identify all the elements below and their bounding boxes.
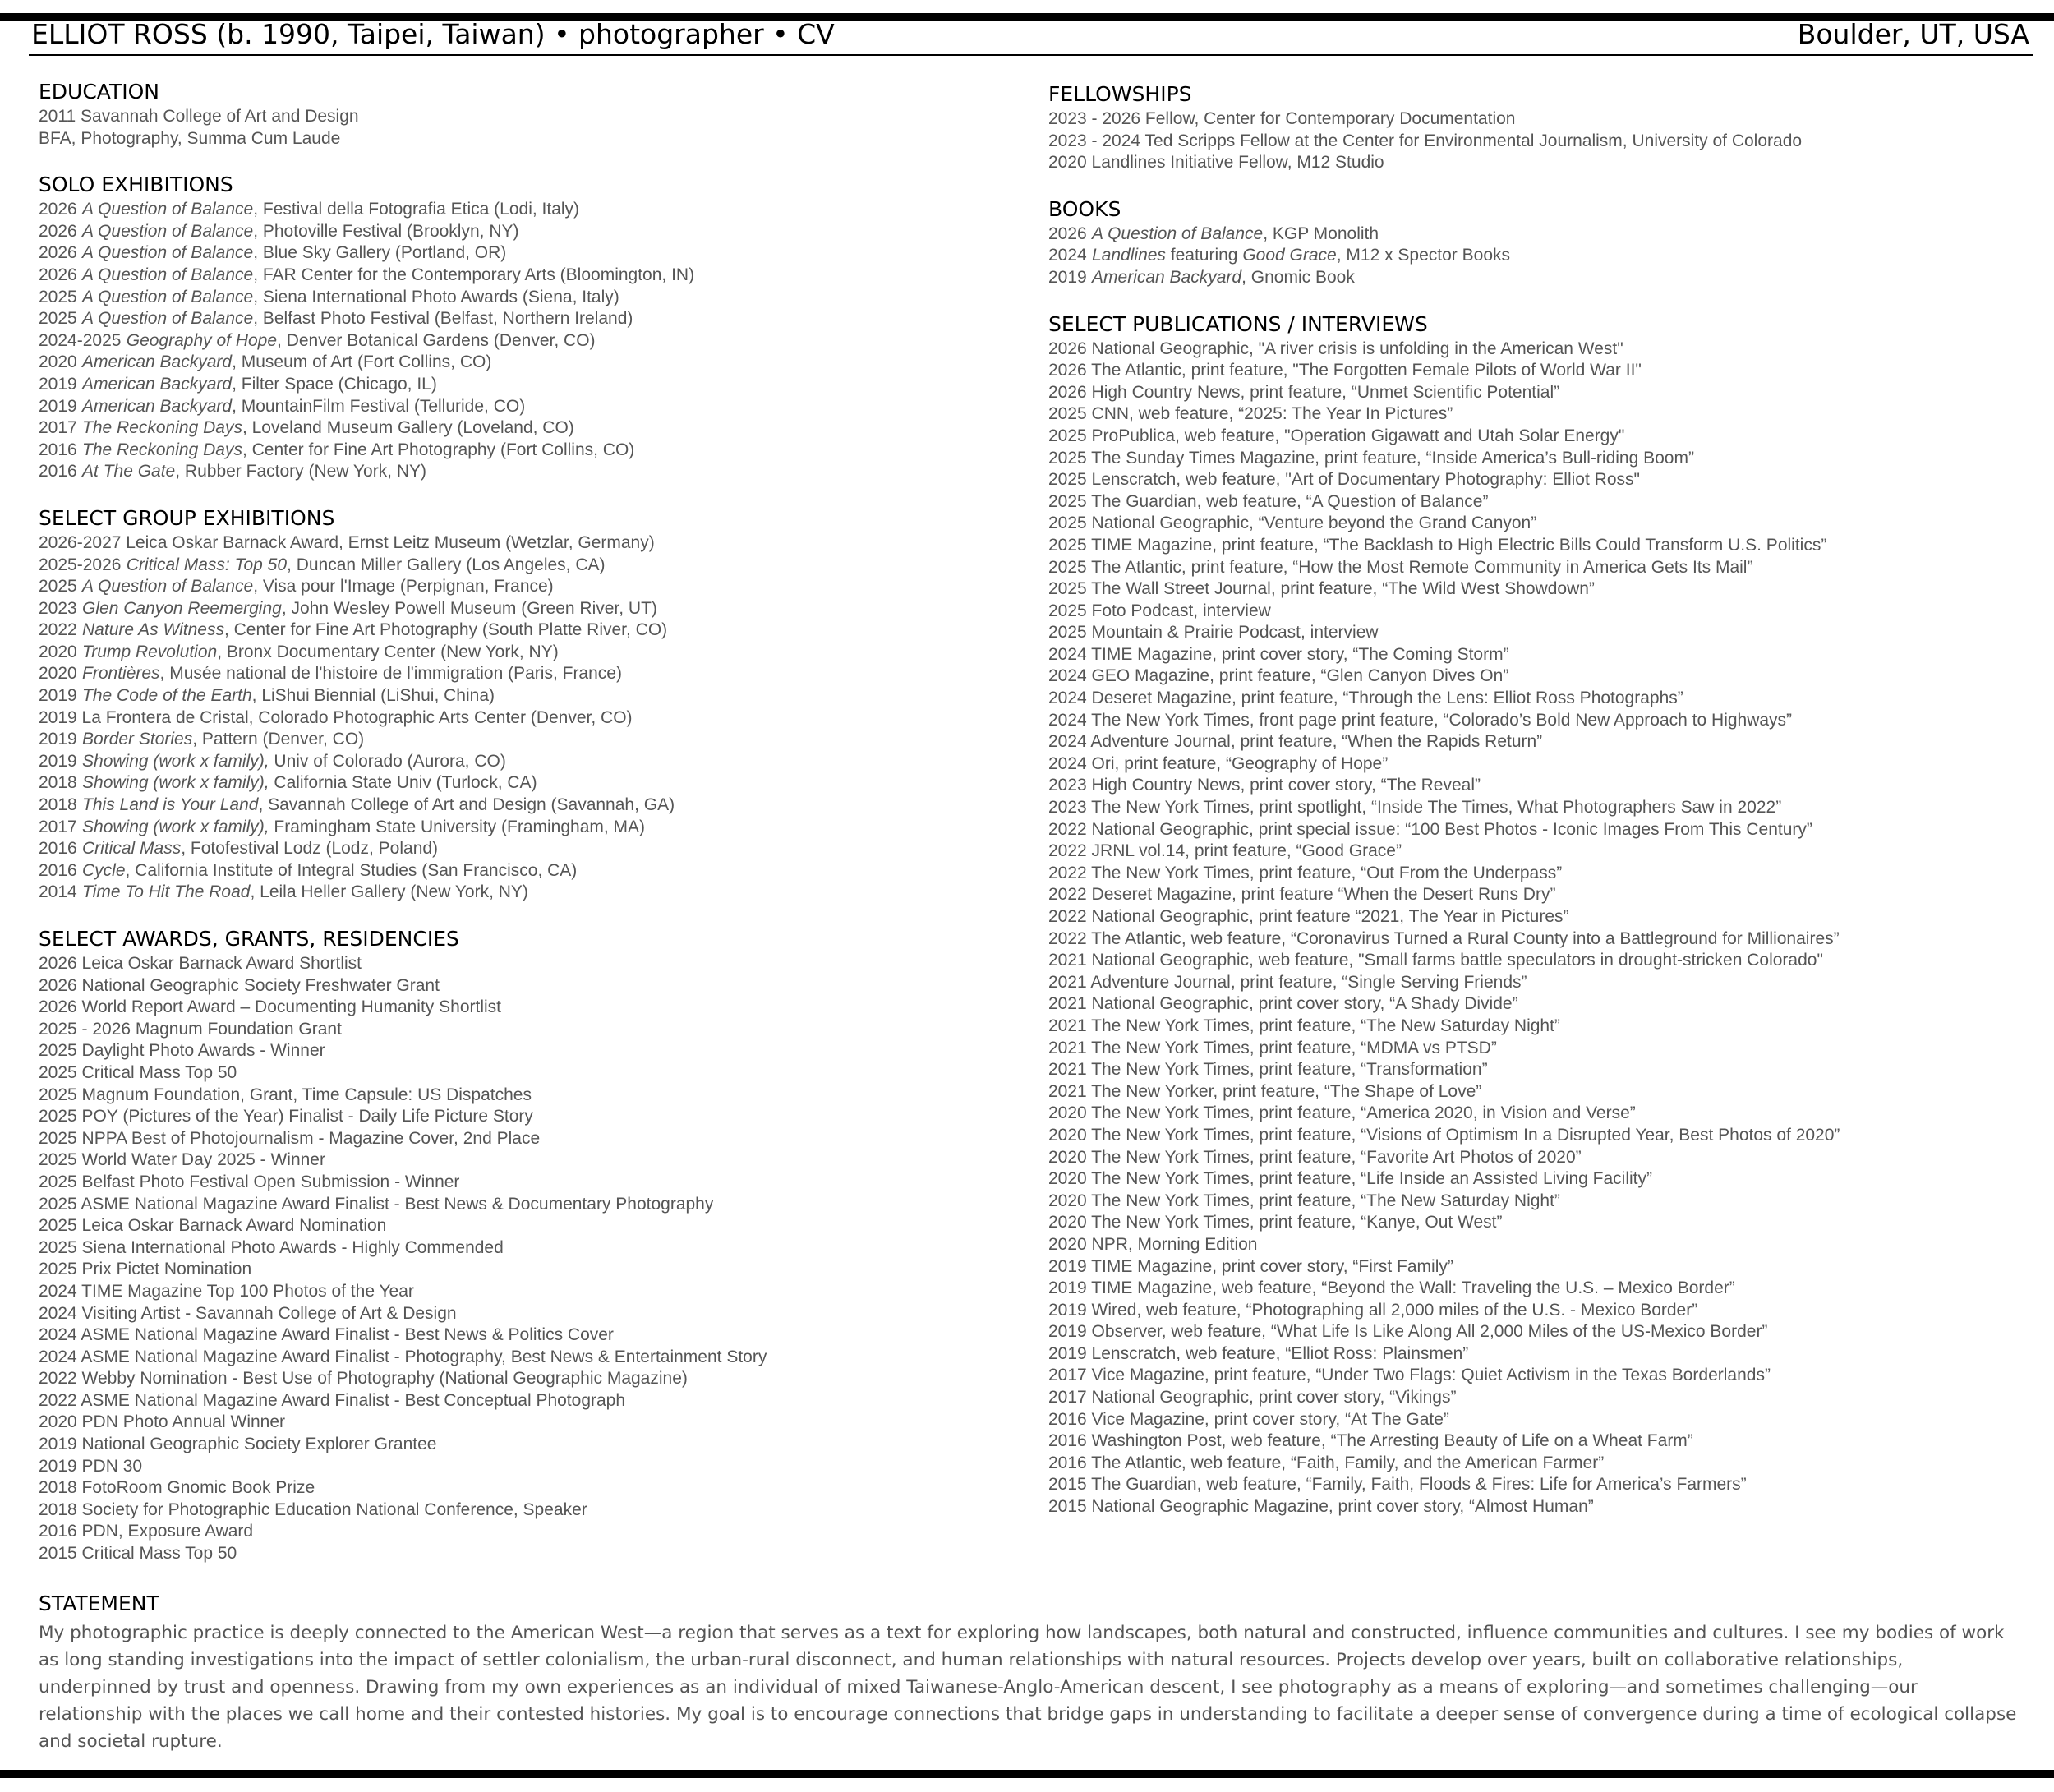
list-item: 2022 Deseret Magazine, print feature “When the Desert Runs Dry” xyxy=(1048,885,1556,905)
list-item xyxy=(39,199,1008,221)
entry-rest: , Visa pour l'Image (Perpignan, France) xyxy=(253,577,554,597)
entry-rest: , Festival della Fotografia Etica (Lodi, Italy) xyxy=(253,200,580,219)
entry-year: 2026 xyxy=(39,200,77,219)
list-item: 2023 - 2024 Ted Scripps Fellow at the Center for Environmental Journalism, University of Colorado xyxy=(1048,131,1803,150)
entry-title: American Backyard xyxy=(82,374,233,394)
entry-rest: , Gnomic Book xyxy=(1241,267,1355,287)
entry-year: 2014 xyxy=(39,882,77,902)
entry-rest: , KGP Monolith xyxy=(1263,223,1379,243)
list-item: 2020 PDN Photo Annual Winner xyxy=(39,1412,286,1432)
entry-rest: , Rubber Factory (New York, NY) xyxy=(175,462,427,481)
list-item: 2022 Webby Nomination - Best Use of Photography (National Geographic Magazine) xyxy=(39,1369,688,1389)
entry-title: American Backyard xyxy=(82,396,233,416)
entry-year: 2016 xyxy=(39,860,77,880)
list-item: 2022 National Geographic, print special issue: “100 Best Photos - Iconic Images From This Century” xyxy=(1048,819,1812,839)
list-item xyxy=(39,598,1008,620)
list-item: 2021 Adventure Journal, print feature, “Single Serving Friends” xyxy=(1048,972,1527,992)
entry-title: Showing (work x family), xyxy=(82,773,269,793)
entry-rest: , John Wesley Powell Museum (Green River, UT) xyxy=(281,598,657,618)
section-title: FELLOWSHIPS xyxy=(1048,82,1192,106)
list-item: 2024 The New York Times, front page print feature, “Colorado’s Bold New Approach to Highways” xyxy=(1048,710,1793,730)
list-item: 2025 Critical Mass Top 50 xyxy=(39,1062,237,1082)
entry-year: 2025-2026 xyxy=(39,555,122,574)
header-location: Boulder, UT, USA xyxy=(1797,18,2029,50)
list-item: 2015 National Geographic Magazine, print cover story, “Almost Human” xyxy=(1048,1497,1594,1517)
list-item xyxy=(39,642,1008,664)
entry-year: 2026 xyxy=(39,265,77,284)
list-item: 2024 GEO Magazine, print feature, “Glen Canyon Dives On” xyxy=(1048,666,1509,686)
list-item xyxy=(39,795,1008,817)
statement-text: My photographic practice is deeply connected to the American West—a region that serves as a text for exploring how landscapes, both natural and constructed, influence communities and cultures. I see my bodies of work as long standing investigations into the impact of settler colonialism, the urban-rural disconnect, and human relationships with natural resources. Projects develop over years, built on collaborative relationships, underpinned by trust and openness. Drawing from my own experiences as an individual of mixed Taiwanese-Anglo-American descent, I see photography as a means of exploring—and sometimes challenging—our relationship with the places we call home and their contested histories. My goal is to encourage connections that bridge gaps in understanding to facilitate a deeper sense of convergence during a time of ecological collapse and societal rupture. xyxy=(39,1623,2017,1752)
list-item: 2020 The New York Times, print feature, “The New Saturday Night” xyxy=(1048,1191,1560,1210)
entry-year: BFA, Photography, Summa Cum Laude xyxy=(39,128,341,148)
entry-title: American Backyard xyxy=(82,352,233,372)
entry-list xyxy=(39,532,1008,904)
list-item: 2023 - 2026 Fellow, Center for Contemporary Documentation xyxy=(1048,109,1516,128)
entry-year: 2024 xyxy=(1048,246,1087,265)
entry-year: 2023 xyxy=(39,598,77,618)
list-item: 2025 Lenscratch, web feature, "Art of Documentary Photography: Elliot Ross" xyxy=(1048,470,1640,490)
section-title: STATEMENT xyxy=(39,1592,159,1615)
entry-title: Trump Revolution xyxy=(82,642,218,661)
entry-title: Landlines xyxy=(1092,246,1166,265)
publications-section xyxy=(1048,311,2034,1518)
entry-title: Critical Mass xyxy=(82,839,182,859)
entry-year: 2016 xyxy=(39,440,77,459)
list-item xyxy=(39,221,1008,243)
entry-title: The Reckoning Days xyxy=(82,418,242,438)
list-item xyxy=(39,128,1008,150)
group-exhibitions-section xyxy=(39,504,1008,904)
list-item: 2025 National Geographic, “Venture beyond the Grand Canyon” xyxy=(1048,514,1537,533)
entry-rest: , M12 x Spector Books xyxy=(1336,246,1510,265)
entry-rest: , Pattern (Denver, CO) xyxy=(192,730,365,749)
entry-title: A Question of Balance xyxy=(82,577,254,597)
list-item: 2026 National Geographic Society Freshwater Grant xyxy=(39,975,440,995)
entry-rest: , Center for Fine Art Photography (South Platte River, CO) xyxy=(223,620,668,640)
list-item: 2020 The New York Times, print feature, “Kanye, Out West” xyxy=(1048,1213,1503,1232)
entry-rest: Leica Oskar Barnack Award, Ernst Leitz Museum (Wetzlar, Germany) xyxy=(121,532,655,552)
entry-rest: , Siena International Photo Awards (Siena, Italy) xyxy=(253,287,619,306)
list-item xyxy=(39,308,1008,330)
list-item xyxy=(39,707,1008,730)
list-item: 2025 The Atlantic, print feature, “How the Most Remote Community in America Gets Its Mail” xyxy=(1048,557,1753,577)
entry-rest: , MountainFilm Festival (Telluride, CO) xyxy=(232,396,526,416)
list-item xyxy=(39,555,1008,577)
list-item: 2025 TIME Magazine, print feature, “The Backlash to High Electric Bills Could Transform U.S. Politics” xyxy=(1048,535,1827,555)
list-item xyxy=(39,663,1008,685)
list-item: 2017 National Geographic, print cover story, “Vikings” xyxy=(1048,1388,1457,1407)
entry-rest: California State Univ (Turlock, CA) xyxy=(269,773,537,793)
entry-title: At The Gate xyxy=(82,462,176,481)
list-item: 2016 PDN, Exposure Award xyxy=(39,1522,254,1541)
list-item: 2016 Vice Magazine, print cover story, “At The Gate” xyxy=(1048,1409,1449,1429)
list-item: 2025 POY (Pictures of the Year) Finalist - Daily Life Picture Story xyxy=(39,1107,533,1126)
list-item: 2025 CNN, web feature, “2025: The Year In Pictures” xyxy=(1048,404,1453,424)
list-item: 2020 The New York Times, print feature, “Life Inside an Assisted Living Facility” xyxy=(1048,1169,1652,1189)
page-header xyxy=(31,18,2029,53)
entry-list xyxy=(1048,223,2034,289)
section-title: SOLO EXHIBITIONS xyxy=(39,173,233,197)
entry-title: A Question of Balance xyxy=(82,287,254,306)
list-item: 2025 ASME National Magazine Award Finalist - Best News & Documentary Photography xyxy=(39,1194,714,1214)
list-item: 2015 Critical Mass Top 50 xyxy=(39,1544,237,1564)
entry-rest: Savannah College of Art and Design xyxy=(76,107,359,126)
list-item: 2025 Prix Pictet Nomination xyxy=(39,1260,252,1279)
list-item: 2025 ProPublica, web feature, "Operation Gigawatt and Utah Solar Energy" xyxy=(1048,426,1625,445)
entry-rest: , Musée national de l'histoire de l'immigration (Paris, France) xyxy=(159,664,622,684)
section-title: EDUCATION xyxy=(39,80,159,104)
list-item: 2024 Adventure Journal, print feature, “When the Rapids Return” xyxy=(1048,732,1543,752)
list-item xyxy=(39,352,1008,374)
section-title: SELECT AWARDS, GRANTS, RESIDENCIES xyxy=(39,927,459,951)
list-item: 2026 World Report Award – Documenting Humanity Shortlist xyxy=(39,997,502,1017)
entry-year: 2026 xyxy=(39,221,77,241)
list-item: 2025 The Wall Street Journal, print feature, “The Wild West Showdown” xyxy=(1048,579,1595,599)
list-item: 2022 JRNL vol.14, print feature, “Good Grace” xyxy=(1048,841,1402,861)
entry-year: 2019 xyxy=(39,374,77,394)
awards-section xyxy=(39,925,1008,1565)
entry-year: 2020 xyxy=(39,642,77,661)
list-item: 2021 The New York Times, print feature, “Transformation” xyxy=(1048,1060,1488,1080)
list-item: 2016 The Atlantic, web feature, “Faith, Family, and the American Farmer” xyxy=(1048,1453,1605,1472)
entry-list xyxy=(39,953,1008,1565)
entry-rest: Univ of Colorado (Aurora, CO) xyxy=(269,751,506,771)
entry-year: 2024-2025 xyxy=(39,330,122,350)
list-item: 2024 TIME Magazine Top 100 Photos of the Year xyxy=(39,1281,414,1301)
list-item: 2024 ASME National Magazine Award Finalist - Photography, Best News & Entertainment Story xyxy=(39,1347,767,1366)
list-item xyxy=(39,242,1008,265)
entry-rest: , Leila Heller Gallery (New York, NY) xyxy=(250,882,528,902)
list-item xyxy=(39,374,1008,396)
entry-year: 2025 xyxy=(39,287,77,306)
list-item: 2019 PDN 30 xyxy=(39,1456,143,1476)
entry-rest: , Savannah College of Art and Design (Savannah, GA) xyxy=(258,795,675,815)
statement-section xyxy=(39,1590,2019,1755)
list-item: 2022 National Geographic, print feature “2021, The Year in Pictures” xyxy=(1048,907,1569,926)
section-title: SELECT GROUP EXHIBITIONS xyxy=(39,505,335,530)
list-item xyxy=(39,106,1008,128)
list-item xyxy=(39,417,1008,440)
list-item: 2024 ASME National Magazine Award Finalist - Best News & Politics Cover xyxy=(39,1325,614,1345)
entry-title: Frontières xyxy=(82,664,160,684)
entry-rest: La Frontera de Cristal, Colorado Photographic Arts Center (Denver, CO) xyxy=(76,707,633,727)
entry-rest: , Duncan Miller Gallery (Los Angeles, CA) xyxy=(287,555,606,574)
list-item: 2026 National Geographic, "A river crisis is unfolding in the American West" xyxy=(1048,339,1623,358)
list-item: 2017 Vice Magazine, print feature, “Under Two Flags: Quiet Activism in the Texas Borderlands” xyxy=(1048,1366,1771,1385)
entry-rest: , Belfast Photo Festival (Belfast, Northern Ireland) xyxy=(253,309,633,329)
entry-rest: , Photoville Festival (Brooklyn, NY) xyxy=(253,221,519,241)
entry-year: 2020 xyxy=(39,352,77,372)
list-item xyxy=(39,287,1008,309)
entry-title: Showing (work x family), xyxy=(82,817,269,836)
list-item: 2022 The Atlantic, web feature, “Coronavirus Turned a Rural County into a Battleground for Millionaires” xyxy=(1048,928,1840,948)
entry-year: 2026 xyxy=(1048,223,1087,243)
entry-year: 2016 xyxy=(39,462,77,481)
entry-title: Showing (work x family), xyxy=(82,751,269,771)
list-item: 2020 NPR, Morning Edition xyxy=(1048,1234,1258,1254)
list-item xyxy=(39,729,1008,751)
entry-year: 2011 xyxy=(39,107,76,126)
entry-rest: , California Institute of Integral Studies (San Francisco, CA) xyxy=(125,860,578,880)
list-item: 2018 Society for Photographic Education National Conference, Speaker xyxy=(39,1499,587,1519)
entry-title: Border Stories xyxy=(82,730,193,749)
entry-year: 2019 xyxy=(1048,267,1087,287)
list-item xyxy=(39,882,1008,904)
entry-list xyxy=(39,199,1008,483)
list-item: 2021 National Geographic, print cover story, “A Shady Divide” xyxy=(1048,994,1518,1014)
entry-rest: , LiShui Biennial (LiShui, China) xyxy=(251,686,495,706)
list-item: 2026 The Atlantic, print feature, "The Forgotten Female Pilots of World War II" xyxy=(1048,361,1642,380)
list-item: 2022 The New York Times, print feature, “Out From the Underpass” xyxy=(1048,863,1563,882)
left-column xyxy=(39,78,1008,1587)
entry-title: Glen Canyon Reemerging xyxy=(82,598,282,618)
list-item: 2023 High Country News, print cover story, “The Reveal” xyxy=(1048,776,1481,795)
list-item: 2025 Magnum Foundation, Grant, Time Capsule: US Dispatches xyxy=(39,1085,532,1104)
entry-year: 2018 xyxy=(39,773,77,793)
entry-title: Geography of Hope xyxy=(126,330,278,350)
list-item: 2025 Leica Oskar Barnack Award Nomination xyxy=(39,1216,387,1236)
entry-list xyxy=(39,106,1008,150)
education-section xyxy=(39,78,1008,150)
entry-rest: , Blue Sky Gallery (Portland, OR) xyxy=(253,243,507,263)
list-item xyxy=(39,772,1008,795)
list-item xyxy=(1048,245,2034,267)
list-item: 2016 Washington Post, web feature, “The Arresting Beauty of Life on a Wheat Farm” xyxy=(1048,1431,1693,1451)
entry-year: 2017 xyxy=(39,418,77,438)
entry-year: 2018 xyxy=(39,795,77,815)
list-item: 2026 High Country News, print feature, “Unmet Scientific Potential” xyxy=(1048,382,1560,402)
list-item: 2019 Wired, web feature, “Photographing all 2,000 miles of the U.S. - Mexico Border” xyxy=(1048,1300,1698,1320)
list-item xyxy=(1048,223,2034,246)
books-section xyxy=(1048,196,2034,289)
entry-rest: featuring xyxy=(1165,246,1243,265)
entry-title: Time To Hit The Road xyxy=(82,882,251,902)
list-item: 2026 Leica Oskar Barnack Award Shortlist xyxy=(39,954,362,973)
list-item: 2024 Ori, print feature, “Geography of Hope” xyxy=(1048,753,1389,773)
fellowships-section xyxy=(1048,81,2034,174)
entry-rest: Framingham State University (Framingham, MA) xyxy=(269,817,646,836)
list-item xyxy=(39,751,1008,773)
list-item: 2025 Mountain & Prairie Podcast, interview xyxy=(1048,623,1379,643)
list-item xyxy=(39,817,1008,839)
list-item xyxy=(39,860,1008,882)
right-column xyxy=(1048,81,2034,1540)
list-item: 2025 Siena International Photo Awards - Highly Commended xyxy=(39,1237,504,1257)
list-item: 2025 The Sunday Times Magazine, print feature, “Inside America’s Bull-riding Boom” xyxy=(1048,448,1694,468)
list-item xyxy=(39,396,1008,418)
entry-title: A Question of Balance xyxy=(82,265,254,284)
entry-title: A Question of Balance xyxy=(82,243,254,263)
list-item: 2020 Landlines Initiative Fellow, M12 Studio xyxy=(1048,153,1384,173)
entry-rest: , Center for Fine Art Photography (Fort Collins, CO) xyxy=(242,440,635,459)
list-item xyxy=(39,330,1008,352)
entry-rest: , Denver Botanical Gardens (Denver, CO) xyxy=(277,330,596,350)
entry-title: Nature As Witness xyxy=(82,620,224,640)
entry-list xyxy=(1048,339,2034,1518)
list-item xyxy=(1048,267,2034,289)
list-item: 2025 The Guardian, web feature, “A Question of Balance” xyxy=(1048,491,1489,511)
entry-year: 2017 xyxy=(39,817,77,836)
list-item: 2024 TIME Magazine, print cover story, “The Coming Storm” xyxy=(1048,644,1509,664)
entry-title: A Question of Balance xyxy=(82,221,254,241)
list-item: 2025 Daylight Photo Awards - Winner xyxy=(39,1041,325,1061)
list-item: 2024 Visiting Artist - Savannah College of Art & Design xyxy=(39,1303,457,1323)
section-title: SELECT PUBLICATIONS / INTERVIEWS xyxy=(1048,311,1428,336)
entry-list xyxy=(1048,108,2034,174)
entry-year: 2020 xyxy=(39,664,77,684)
list-item: 2020 The New York Times, print feature, “America 2020, in Vision and Verse” xyxy=(1048,1103,1636,1123)
entry-year: 2025 xyxy=(39,309,77,329)
entry-title: Cycle xyxy=(82,860,126,880)
entry-rest: , Loveland Museum Gallery (Loveland, CO) xyxy=(242,418,574,438)
header-rule xyxy=(29,54,2033,56)
entry-title: Critical Mass: Top 50 xyxy=(126,555,288,574)
list-item: 2021 The New York Times, print feature, “MDMA vs PTSD” xyxy=(1048,1038,1497,1057)
entry-year: 2022 xyxy=(39,620,77,640)
entry-year: 2019 xyxy=(39,686,77,706)
list-item: 2024 Deseret Magazine, print feature, “Through the Lens: Elliot Ross Photographs” xyxy=(1048,689,1683,708)
entry-rest: , Museum of Art (Fort Collins, CO) xyxy=(232,352,492,372)
entry-year: 2025 xyxy=(39,577,77,597)
list-item: 2025 Foto Podcast, interview xyxy=(1048,601,1271,620)
list-item: 2019 TIME Magazine, print cover story, “First Family” xyxy=(1048,1256,1453,1276)
list-item: 2021 The New York Times, print feature, “The New Saturday Night” xyxy=(1048,1016,1560,1035)
list-item xyxy=(39,838,1008,860)
entry-title: A Question of Balance xyxy=(82,200,254,219)
list-item: 2023 The New York Times, print spotlight, “Inside The Times, What Photographers Saw in 2022” xyxy=(1048,798,1782,818)
entry-title: Good Grace xyxy=(1242,246,1337,265)
header-name: ELLIOT ROSS (b. 1990, Taipei, Taiwan) • photographer • CV xyxy=(31,18,835,50)
list-item: 2018 FotoRoom Gnomic Book Prize xyxy=(39,1478,315,1498)
solo-exhibitions-section xyxy=(39,171,1008,483)
list-item: 2025 Belfast Photo Festival Open Submission - Winner xyxy=(39,1172,460,1191)
list-item xyxy=(39,265,1008,287)
list-item xyxy=(39,461,1008,483)
list-item: 2015 The Guardian, web feature, “Family, Faith, Floods & Fires: Life for America’s Farmers” xyxy=(1048,1475,1747,1495)
list-item: 2025 World Water Day 2025 - Winner xyxy=(39,1150,325,1170)
entry-title: A Question of Balance xyxy=(82,309,254,329)
list-item xyxy=(39,620,1008,642)
entry-rest: , FAR Center for the Contemporary Arts (Bloomington, IN) xyxy=(253,265,695,284)
list-item xyxy=(39,685,1008,707)
entry-title: This Land is Your Land xyxy=(82,795,259,815)
list-item: 2025 - 2026 Magnum Foundation Grant xyxy=(39,1019,342,1039)
entry-year: 2019 xyxy=(39,730,77,749)
list-item: 2025 NPPA Best of Photojournalism - Magazine Cover, 2nd Place xyxy=(39,1128,541,1148)
entry-year: 2026-2027 xyxy=(39,532,122,552)
entry-rest: , Fotofestival Lodz (Lodz, Poland) xyxy=(181,839,439,859)
list-item: 2019 Lenscratch, web feature, “Elliot Ross: Plainsmen” xyxy=(1048,1343,1469,1363)
list-item: 2020 The New York Times, print feature, “Visions of Optimism In a Disrupted Year, Best Photos of 2020” xyxy=(1048,1125,1840,1145)
entry-year: 2019 xyxy=(39,707,77,727)
bottom-rule xyxy=(0,1770,2054,1778)
entry-title: The Code of the Earth xyxy=(82,686,252,706)
list-item: 2021 The New Yorker, print feature, “The Shape of Love” xyxy=(1048,1081,1482,1101)
section-title: BOOKS xyxy=(1048,196,1121,221)
list-item: 2019 National Geographic Society Explorer Grantee xyxy=(39,1435,437,1454)
list-item: 2020 The New York Times, print feature, “Favorite Art Photos of 2020” xyxy=(1048,1147,1582,1167)
entry-year: 2019 xyxy=(39,396,77,416)
entry-rest: , Filter Space (Chicago, IL) xyxy=(232,374,437,394)
list-item: 2022 ASME National Magazine Award Finalist - Best Conceptual Photograph xyxy=(39,1390,626,1410)
entry-title: American Backyard xyxy=(1092,267,1242,287)
entry-title: The Reckoning Days xyxy=(82,440,242,459)
list-item xyxy=(39,532,1008,555)
entry-title: A Question of Balance xyxy=(1092,223,1264,243)
entry-year: 2016 xyxy=(39,839,77,859)
entry-year: 2026 xyxy=(39,243,77,263)
list-item: 2019 TIME Magazine, web feature, “Beyond the Wall: Traveling the U.S. – Mexico Border” xyxy=(1048,1278,1735,1298)
list-item: 2019 Observer, web feature, “What Life Is Like Along All 2,000 Miles of the US-Mexico Border” xyxy=(1048,1322,1768,1342)
list-item: 2021 National Geographic, web feature, "Small farms battle speculators in drought-stricken Colorado" xyxy=(1048,951,1823,970)
list-item xyxy=(39,576,1008,598)
entry-rest: , Bronx Documentary Center (New York, NY) xyxy=(217,642,559,661)
list-item xyxy=(39,440,1008,462)
entry-year: 2019 xyxy=(39,751,77,771)
